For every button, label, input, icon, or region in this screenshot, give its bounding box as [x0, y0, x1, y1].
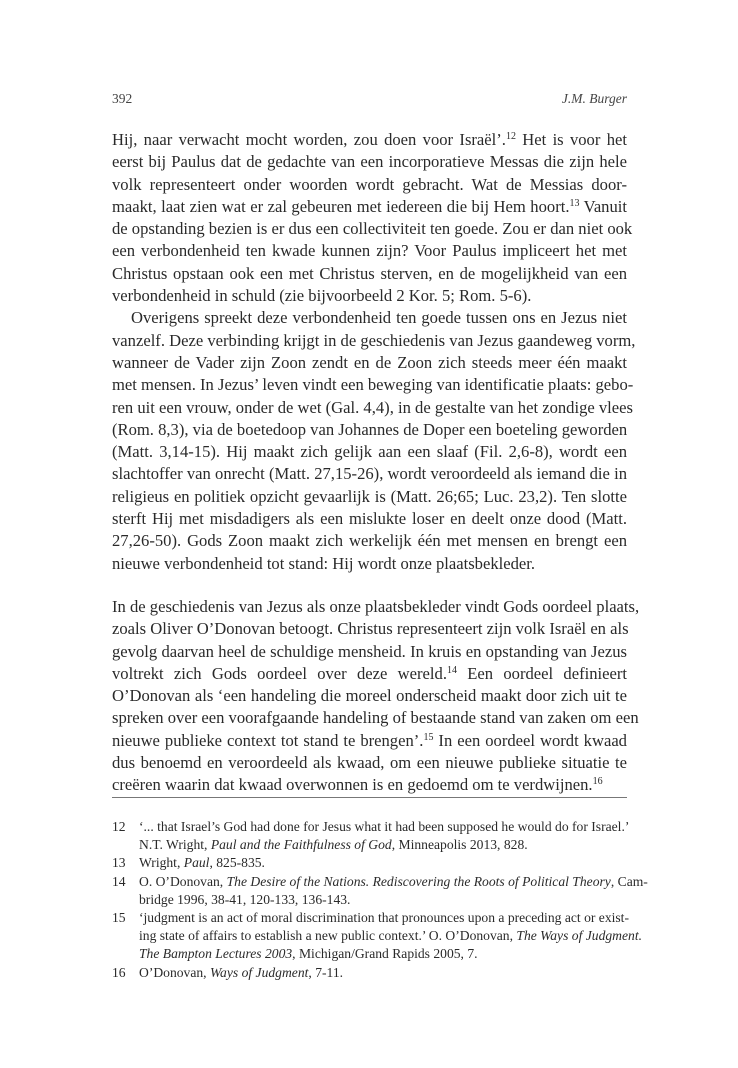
text-run: O’Donovan,: [139, 964, 210, 980]
italic-title: The Ways of Judgment.: [516, 928, 642, 944]
text-line: [112, 263, 627, 285]
text-line: [112, 129, 627, 151]
text-run: met mensen. In Jezus’ leven vindt een beweging van identificatie plaats: gebo-: [112, 375, 634, 395]
footnote-line: [112, 964, 627, 982]
text-run: , Michigan/Grand Rapids 2005, 7.: [292, 946, 478, 962]
text-line: [112, 397, 633, 419]
text-run: Overigens spreekt deze verbondenheid ten goede tussen ons en Jezus niet: [131, 308, 627, 328]
footnote: [112, 873, 648, 909]
page-number: 392: [112, 91, 133, 106]
footnotes: [112, 818, 648, 982]
text-line: [112, 641, 627, 663]
text-line: [112, 441, 627, 463]
text-run: nieuwe verbondenheid tot stand: Hij wordt onze plaatsbekleder.: [112, 553, 536, 573]
text-line: [112, 730, 627, 752]
footnote-number: 12: [112, 819, 126, 834]
text-run: slachtoffer van onrecht (Matt. 27,15-26), wordt veroordeeld als iemand die in: [112, 464, 627, 484]
text-run: verbondenheid in schuld (zie bijvoorbeeld 2 Kor. 5; Rom. 5-6).: [112, 286, 532, 306]
text-run: gevolg daarvan heel de schuldige mensheid. In kruis en opstanding van Jezus: [112, 641, 627, 661]
footnote-line: [112, 909, 627, 927]
text-run: spreken over een voorafgaande handeling of bestaande stand van zaken om een: [112, 708, 639, 728]
italic-title: Paul: [183, 855, 210, 871]
text-line: [112, 530, 627, 552]
footnote-line: [112, 836, 627, 854]
text-line: [112, 685, 627, 707]
text-line: [112, 752, 627, 774]
text-run: , Cam-: [610, 873, 648, 889]
footnote-line: [112, 945, 627, 963]
italic-title: The Desire of the Nations. Rediscovering the Roots of Political Theory: [226, 873, 611, 889]
footnote-line: [112, 873, 648, 891]
italic-title: Ways of Judgment: [209, 964, 309, 980]
footnote-number: 14: [112, 873, 126, 889]
text-run: , 825-835.: [209, 855, 265, 871]
paragraph: [112, 596, 640, 797]
text-run: , Minneapolis 2013, 828.: [391, 837, 528, 853]
footnote-reference[interactable]: 16: [592, 776, 603, 788]
text-line: [112, 374, 634, 396]
text-run: (Rom. 8,3), via de boetedoop van Johannes de Doper een boeteling geworden: [112, 419, 628, 439]
text-line: [112, 774, 627, 796]
footnote-number: 13: [112, 855, 126, 871]
text-run: Christus opstaan ook een met Christus sterven, en de mogelijkheid van een: [112, 263, 627, 283]
text-line: [112, 330, 636, 352]
text-run: religieus en politiek opzicht gevaarlijk is (Matt. 26;65; Luc. 23,2). Ten slotte: [112, 486, 627, 506]
text-line: [112, 596, 640, 618]
text-run: zoals Oliver O’Donovan betoogt. Christus representeert zijn volk Israël en als: [112, 619, 629, 639]
text-line: [112, 707, 639, 729]
footnote-reference[interactable]: 13: [569, 197, 580, 209]
footnote-divider: [112, 797, 627, 798]
text-line: [112, 419, 627, 441]
text-run: ‘... that Israel’s God had done for Jesus what it had been supposed he would do for Israel.’: [139, 819, 630, 834]
text-line: [112, 285, 627, 307]
text-run: sterft Hij met misdadigers als een mislukte loser en deelt onze dood (Matt.: [112, 509, 627, 529]
text-run: een verbondenheid ten kwade kunnen zijn? Voor Paulus impliceert het met: [112, 241, 627, 261]
footnote-number: 15: [112, 909, 126, 925]
text-run: maakt, laat zien wat er zal gebeuren met iedereen die bij Hem hoort.: [112, 196, 570, 216]
footnote: [112, 909, 642, 964]
italic-title: Paul and the Faithfulness of God: [210, 837, 392, 853]
footnote-reference[interactable]: 15: [423, 731, 434, 743]
text-line: [112, 486, 627, 508]
text-run: ing state of affairs to establish a new public context.’ O. O’Donovan,: [139, 928, 517, 944]
text-line: [112, 553, 627, 575]
footnote-line: [112, 818, 630, 836]
text-run: , 7-11.: [308, 964, 344, 980]
text-line: [112, 307, 627, 329]
text-line: [112, 240, 627, 262]
text-run: In een oordeel wordt kwaad: [433, 730, 627, 750]
text-run: 27,26-50). Gods Zoon maakt zich werkelijk één met mensen en brengt een: [112, 531, 627, 551]
paragraph: [112, 129, 633, 307]
text-run: Het is voor het: [515, 130, 627, 149]
text-run: O’Donovan als ‘een handeling die moreel onderscheid maakt door zich uit te: [112, 686, 627, 706]
text-run: wanneer de Vader zijn Zoon zendt en de Zoon zich steeds meer één maakt: [112, 352, 627, 372]
footnote-reference[interactable]: 12: [505, 131, 516, 142]
footnote-line: [112, 854, 627, 872]
footnote-number: 16: [112, 964, 126, 980]
text-run: (Matt. 3,14-15). Hij maakt zich gelijk aan een slaaf (Fil. 2,6-8), wordt een: [112, 442, 627, 462]
text-run: de opstanding bezien is er dus een collectiviteit ten goede. Zou er dan niet ook: [112, 219, 633, 239]
text-line: [112, 463, 627, 485]
text-run: In de geschiedenis van Jezus als onze plaatsbekleder vindt Gods oordeel plaats,: [112, 596, 640, 616]
text-line: [112, 218, 633, 240]
footnote: [112, 818, 630, 854]
body-text: [112, 129, 640, 797]
text-line: [112, 618, 627, 640]
text-run: ren uit een vrouw, onder de wet (Gal. 4,4), in de gestalte van het zondige vlees: [112, 397, 633, 417]
text-run: Hij, naar verwacht mocht worden, zou doen voor Israël’.: [112, 130, 506, 149]
text-run: Wright,: [139, 855, 184, 871]
text-run: vanzelf. Deze verbinding krijgt in de geschiedenis van Jezus gaandeweg vorm,: [112, 330, 636, 350]
text-line: [112, 151, 627, 173]
text-run: N.T. Wright,: [139, 837, 211, 853]
text-run: nieuwe publieke context tot stand te brengen’.: [112, 730, 424, 750]
text-run: bridge 1996, 38-41, 120-133, 136-143.: [139, 891, 351, 907]
footnote-line: [112, 927, 642, 945]
text-run: O. O’Donovan,: [139, 873, 227, 889]
text-line: [112, 174, 627, 196]
text-line: [112, 508, 627, 530]
paragraph: [112, 307, 636, 575]
text-run: creëren waarin dat kwaad overwonnen is en gedoemd om te verdwijnen.: [112, 775, 593, 795]
footnote-reference[interactable]: 14: [446, 664, 457, 676]
text-run: ‘judgment is an act of moral discrimination that pronounces upon a preceding act or exist-: [139, 909, 629, 925]
italic-title: The Bampton Lectures 2003: [139, 946, 293, 962]
text-line: [112, 196, 627, 218]
footnote: [112, 964, 627, 982]
text-line: [112, 352, 627, 374]
text-run: dus benoemd en veroordeeld als kwaad, om een nieuwe publieke situatie te: [112, 753, 627, 773]
text-run: voltrekt zich Gods oordeel over deze wereld.: [112, 663, 447, 683]
text-run: Een oordeel definieert: [456, 663, 627, 683]
text-run: volk representeert onder woorden wordt gebracht. Wat de Messias door-: [112, 174, 627, 194]
footnote: [112, 854, 627, 872]
running-header-author: J.M. Burger: [561, 91, 627, 106]
text-run: eerst bij Paulus dat de gedachte van een incorporatieve Messas die zijn hele: [112, 152, 627, 172]
footnote-line: [112, 891, 627, 909]
text-line: [112, 663, 627, 685]
text-run: Vanuit: [579, 196, 627, 216]
